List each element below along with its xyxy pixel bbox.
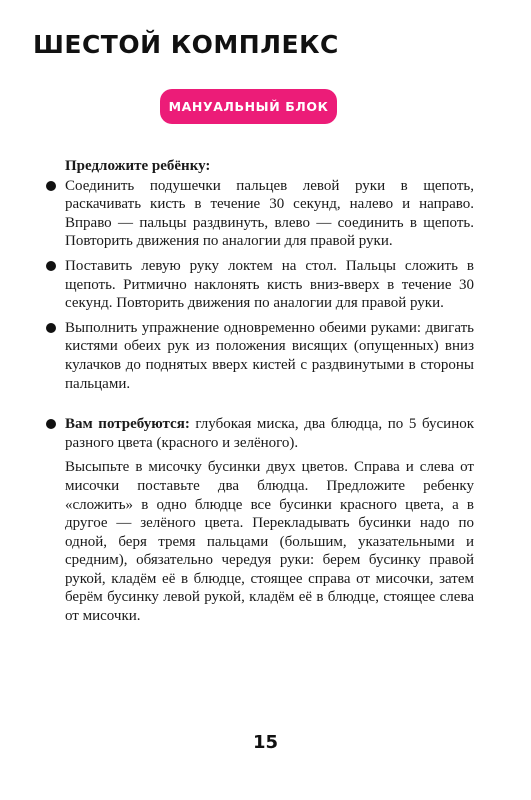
bullet-icon [46,419,56,429]
materials-text: глубокая миска, два блюдца, по 5 бусинок разного цвета (красного и зелёного). [65,416,475,451]
main-content [46,157,474,626]
bullet-icon [46,181,56,191]
exercise-item [46,177,474,251]
materials-item [46,415,474,452]
page-number: 15 [252,732,279,753]
exercise-text: Соединить подушечки пальцев левой руки в щепоть, раскачивать кисть в течение 30 секунд, налево и направо. Вправо — пальцы раздвинуть, влево — соединить в щепоть. Повторить движения по аналогии для правой руки. [65,177,474,250]
intro-heading: Предложите ребёнку: [65,158,211,174]
bullet-icon [46,261,56,271]
section-badge: МАНУАЛЬНЫЙ БЛОК [160,89,337,124]
materials-label: Вам потребуются: [65,416,190,433]
exercise-text: Поставить левую руку локтем на стол. Пальцы сложить в щепоть. Ритмично наклонять кисть вниз-вверх в течение 30 секунд. Повторить движения по аналогии для правой руки. [65,257,474,312]
exercise-item [46,319,474,393]
instructions-paragraph: Высыпьте в мисочку бусинки двух цветов. Справа и слева от мисочки поставьте два блюдца. Предложите ребенку «сложить» в одно блюдце все бусинки красного цвета, а в другое — зелёного цвета. Перекладывать бусинки надо по одной, беря тремя пальцами (большим, указательными и средним), обязательно чередуя руки: берем бусинку правой рукой, кладём её в блюдце, стоящее справа от мисочки, затем берём бусинку левой рукой, кладём её в блюдце, стоящее слева от мисочки. [65,459,474,625]
exercise-item [46,257,474,313]
page-title: ШЕСТОЙ КОМПЛЕКС [33,30,339,59]
exercise-text: Выполнить упражнение одновременно обеими руками: двигать кистями обеих рук из положения висящих (опущенных) вниз кулачков до поднятых вверх кистей с раздвинутыми в стороны пальцами. [65,319,474,392]
bullet-icon [46,323,56,333]
